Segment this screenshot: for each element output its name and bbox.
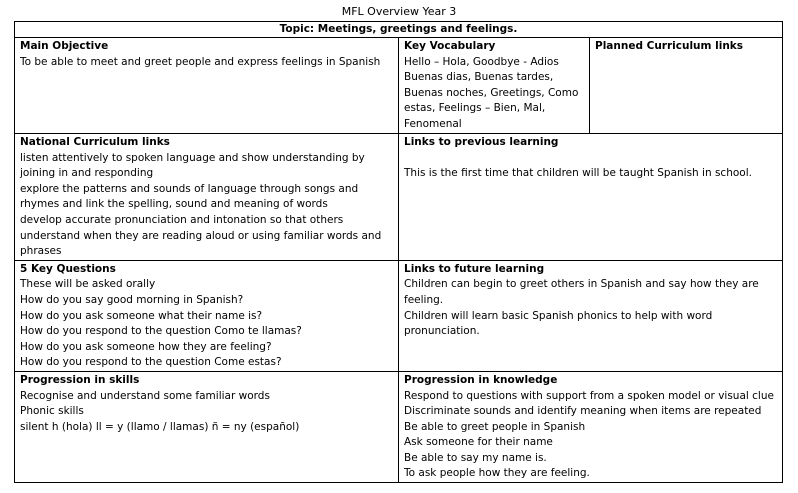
key-question: These will be asked orally — [20, 278, 156, 291]
progression-skill: Phonic skills — [20, 405, 84, 418]
topic-heading: Topic: Meetings, greetings and feelings. — [15, 22, 783, 38]
main-objective-text: To be able to meet and greet people and express feelings in Spanish — [20, 55, 381, 68]
previous-learning-text: This is the first time that children will be taught Spanish in school. — [404, 167, 752, 180]
key-question: How do you ask someone how they are feeling? — [20, 340, 272, 353]
planned-curriculum-heading: Planned Curriculum links — [595, 40, 744, 52]
key-question: How do you respond to the question Como te llamas? — [20, 325, 302, 338]
progression-knowledge-item: Ask someone for their name — [404, 436, 553, 449]
planned-curriculum-cell — [590, 38, 783, 134]
national-curriculum-line: develop accurate pronunciation and intonation so that others understand when they are reading aloud or using familiar words and phrases — [20, 213, 382, 258]
key-question: How do you say good morning in Spanish? — [20, 293, 244, 306]
key-vocabulary-line: Buenas noches, Greetings, Como — [404, 86, 579, 99]
progression-knowledge-item: Discriminate sounds and identify meaning when items are repeated — [404, 405, 762, 418]
key-question: How do you ask someone what their name is? — [20, 309, 263, 322]
progression-knowledge-item: Respond to questions with support from a spoken model or visual clue — [404, 389, 774, 402]
progression-skill: silent h (hola) ll = y (llamo / llamas) ñ = ny (español) — [20, 420, 300, 433]
main-objective-cell — [15, 38, 399, 134]
progression-knowledge-item: To ask people how they are feeling. — [404, 467, 590, 480]
national-curriculum-cell — [15, 134, 399, 261]
future-learning-heading: Links to future learning — [404, 262, 545, 275]
national-curriculum-line: explore the patterns and sounds of language through songs and rhymes and link the spelling, sound and meaning of words — [20, 182, 359, 211]
document-title: MFL Overview Year 3 — [341, 5, 457, 18]
previous-learning-cell — [399, 134, 783, 261]
future-learning-line: Children will learn basic Spanish phonics to help with word pronunciation. — [404, 309, 713, 338]
overview-table — [14, 21, 783, 483]
progression-knowledge-item: Be able to say my name is. — [404, 451, 547, 464]
progression-knowledge-heading: Progression in knowledge — [404, 373, 558, 386]
future-learning-cell — [399, 260, 783, 371]
previous-learning-heading: Links to previous learning — [404, 136, 559, 148]
key-vocabulary-line: Buenas dias, Buenas tardes, — [404, 71, 554, 84]
key-vocabulary-line: Fenomenal — [404, 117, 462, 130]
blank-line — [404, 151, 777, 167]
main-objective-heading: Main Objective — [20, 40, 109, 52]
key-question: How do you respond to the question Come estas? — [20, 356, 282, 369]
progression-knowledge-cell — [399, 371, 783, 482]
progression-skills-cell — [15, 371, 399, 482]
progression-knowledge-item: Be able to greet people in Spanish — [404, 420, 586, 433]
future-learning-line: Children can begin to greet others in Spanish and say how they are feeling. — [404, 278, 759, 306]
key-vocabulary-line: Hello – Hola, Goodbye - Adios — [404, 55, 559, 68]
progression-skill: Recognise and understand some familiar words — [20, 389, 270, 402]
key-questions-cell — [15, 260, 399, 371]
national-curriculum-line: listen attentively to spoken language and show understanding by joining in and responding — [20, 151, 365, 180]
key-vocabulary-cell — [399, 38, 590, 134]
national-curriculum-heading: National Curriculum links — [20, 136, 170, 148]
key-vocabulary-heading: Key Vocabulary — [404, 40, 496, 52]
key-vocabulary-line: estas, Feelings – Bien, Mal, — [404, 102, 546, 115]
key-questions-heading: 5 Key Questions — [20, 262, 116, 275]
progression-skills-heading: Progression in skills — [20, 373, 140, 386]
